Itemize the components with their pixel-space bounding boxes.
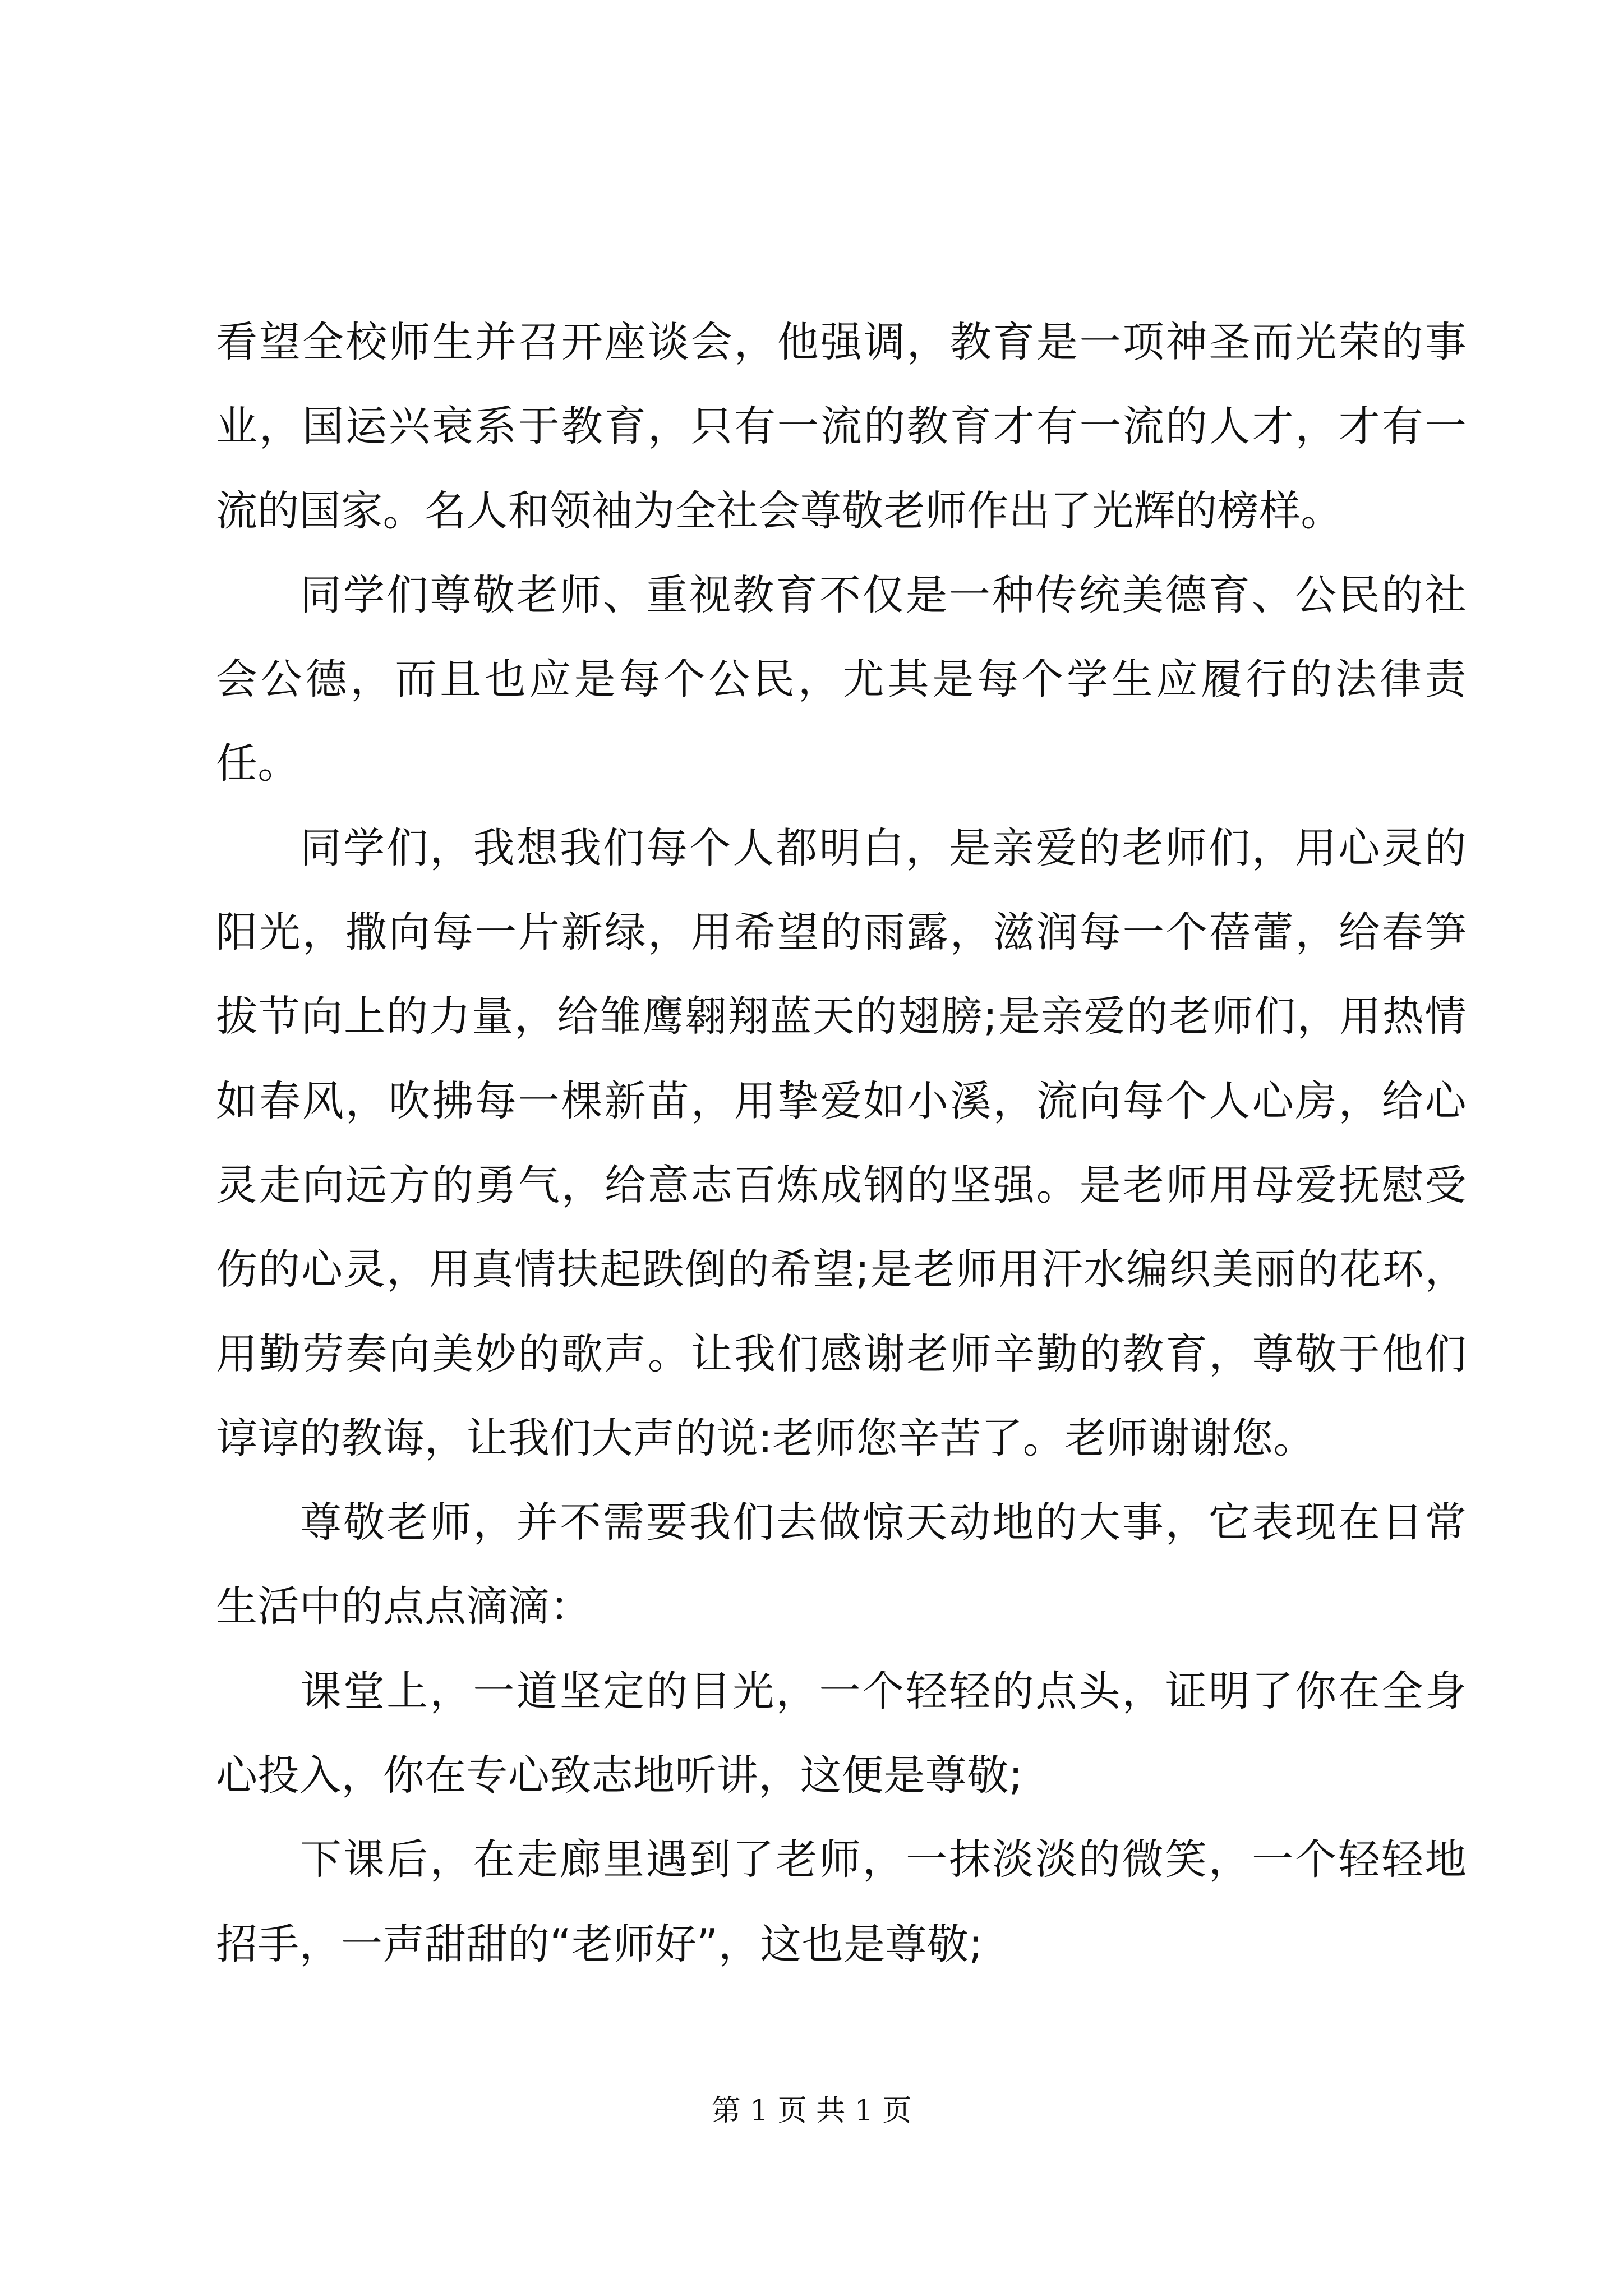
paragraph-6: 下课后，在走廊里遇到了老师，一抹淡淡的微笑，一个轻轻地招手，一声甜甜的“老师好”，这也是尊敬;	[216, 1835, 1467, 1968]
paragraph-5: 课堂上，一道坚定的目光，一个轻轻的点头，证明了你在全身心投入，你在专心致志地听讲，这便是尊敬;	[216, 1667, 1467, 1800]
document-body	[216, 300, 1467, 1986]
page-footer: 第 1 页 共 1 页	[711, 2094, 912, 2128]
paragraph-4: 尊敬老师，并不需要我们去做惊天动地的大事，它表现在日常生活中的点点滴滴：	[216, 1498, 1467, 1631]
paragraph-3: 同学们，我想我们每个人都明白，是亲爱的老师们，用心灵的阳光，撒向每一片新绿，用希望的雨露，滋润每一个蓓蕾，给春笋拔节向上的力量，给雏鹰翱翔蓝天的翅膀;是亲爱的老师们，用热情如春风，吹拂每一棵新苗，用挚爱如小溪，流向每个人心房，给心灵走向远方的勇气，给意志百炼成钢的坚强。是老师用母爱抚慰受伤的心灵，用真情扶起跌倒的希望;是老师用汗水编织美丽的花环，用勤劳奏向美妙的歌声。让我们感谢老师辛勤的教育，尊敬于他们谆谆的教诲，让我们大声的说:老师您辛苦了。老师谢谢您。	[216, 823, 1467, 1462]
paragraph-1: 看望全校师生并召开座谈会，他强调，教育是一项神圣而光荣的事业，国运兴衰系于教育，只有一流的教育才有一流的人才，才有一流的国家。名人和领袖为全社会尊敬老师作出了光辉的榜样。	[216, 318, 1467, 535]
paragraph-2: 同学们尊敬老师、重视教育不仅是一种传统美德育、公民的社会公德，而且也应是每个公民，尤其是每个学生应履行的法律责任。	[216, 570, 1467, 788]
